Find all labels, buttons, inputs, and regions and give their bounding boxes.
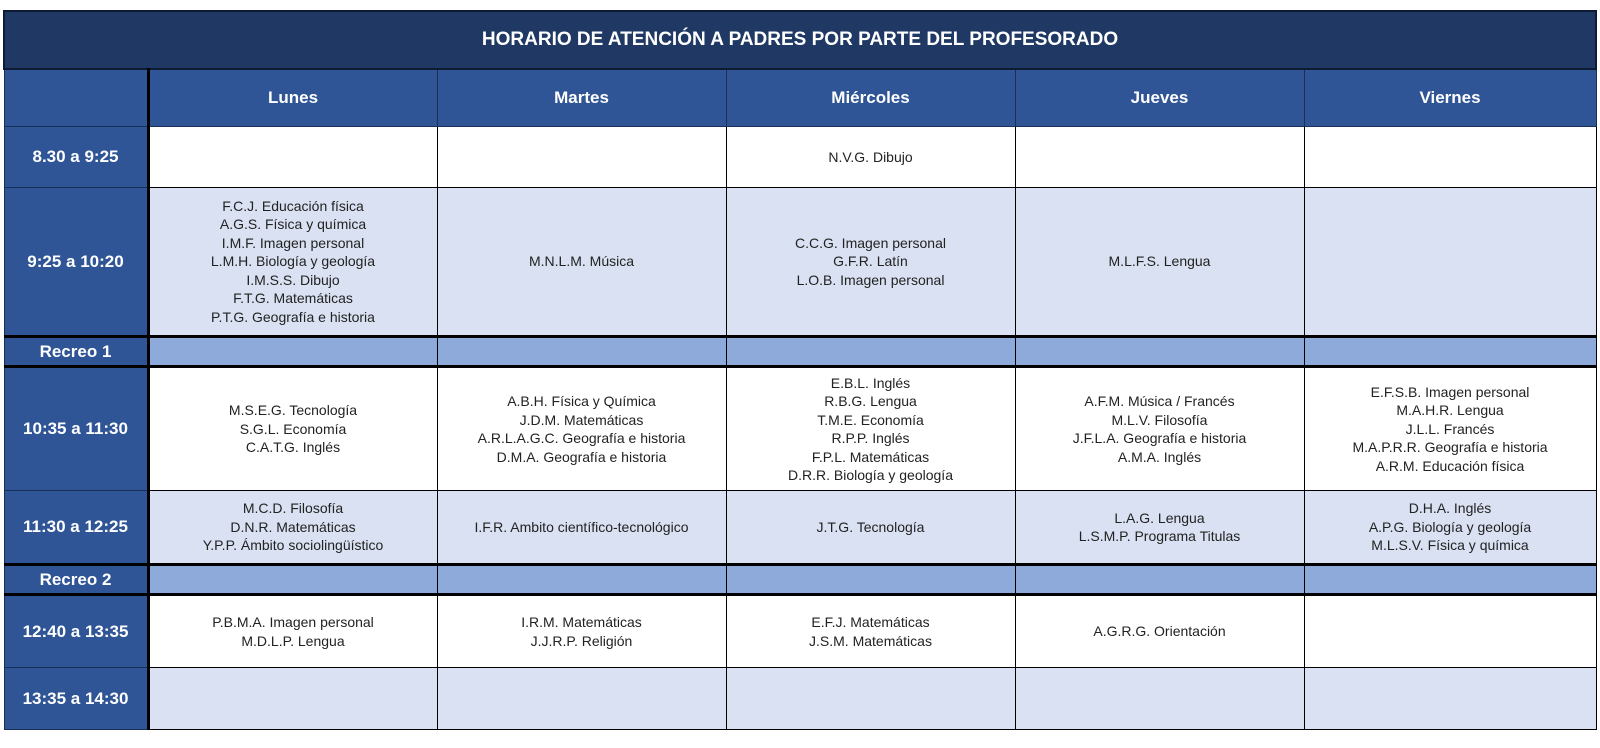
teacher-entry: C.C.G. Imagen personal bbox=[795, 234, 946, 251]
recess-row bbox=[4, 565, 1596, 595]
recess-label: Recreo 2 bbox=[4, 565, 148, 595]
schedule-cell bbox=[1304, 127, 1596, 188]
teacher-entry: J.F.L.A. Geografía e historia bbox=[1072, 430, 1247, 446]
schedule-cell bbox=[1015, 491, 1304, 565]
teacher-entry: A.F.M. Música / Francés bbox=[1084, 393, 1235, 409]
schedule-cell bbox=[148, 367, 437, 491]
day-header: Viernes bbox=[1304, 69, 1596, 127]
schedule-cell bbox=[1304, 668, 1596, 730]
schedule-cell bbox=[148, 127, 437, 188]
schedule-cell bbox=[726, 127, 1015, 188]
time-slot-row bbox=[4, 188, 1596, 337]
recess-cell bbox=[726, 565, 1015, 595]
recess-cell bbox=[148, 337, 437, 367]
time-slot-row bbox=[4, 595, 1596, 668]
recess-cell bbox=[1015, 337, 1304, 367]
teacher-entry: G.F.R. Latín bbox=[833, 253, 908, 270]
teacher-entry: M.L.F.S. Lengua bbox=[1108, 253, 1211, 270]
teacher-entry: F.T.G. Matemáticas bbox=[233, 290, 353, 307]
schedule-cell bbox=[148, 188, 437, 337]
time-slot-label: 11:30 a 12:25 bbox=[4, 491, 148, 565]
teacher-entry: M.D.L.P. Lengua bbox=[241, 632, 345, 649]
schedule-cell bbox=[1304, 595, 1596, 668]
time-slot-row bbox=[4, 668, 1596, 730]
header-corner bbox=[4, 69, 148, 127]
schedule-cell bbox=[1015, 595, 1304, 668]
schedule-cell bbox=[726, 188, 1015, 337]
recess-cell bbox=[1304, 565, 1596, 595]
teacher-entry: D.M.A. Geografía e historia bbox=[496, 448, 667, 465]
teacher-entry: M.C.D. Filosofía bbox=[242, 500, 344, 517]
teacher-entry: A.G.R.G. Orientación bbox=[1093, 623, 1226, 640]
schedule-cell bbox=[1015, 127, 1304, 188]
day-header: Jueves bbox=[1015, 69, 1304, 127]
teacher-entry: L.O.B. Imagen personal bbox=[796, 271, 945, 288]
teacher-entry: M.S.E.G. Tecnología bbox=[228, 402, 358, 419]
teacher-entry: L.S.M.P. Programa Titulas bbox=[1078, 528, 1241, 544]
schedule-cell bbox=[437, 668, 726, 730]
teacher-entry: R.P.P. Inglés bbox=[831, 430, 910, 446]
teacher-entry: E.F.J. Matemáticas bbox=[811, 614, 930, 630]
teacher-entry: N.V.G. Dibujo bbox=[828, 148, 913, 165]
schedule-cell bbox=[726, 668, 1015, 730]
schedule-cell bbox=[1304, 491, 1596, 565]
schedule-cell bbox=[437, 367, 726, 491]
schedule-cell bbox=[1304, 367, 1596, 491]
teacher-entry: C.A.T.G. Inglés bbox=[245, 439, 341, 456]
time-slot-row bbox=[4, 127, 1596, 188]
teacher-entry: I.M.F. Imagen personal bbox=[221, 234, 365, 251]
teacher-entry: Y.P.P. Ámbito sociolingüístico bbox=[202, 537, 384, 554]
teacher-entry: I.M.S.S. Dibujo bbox=[246, 271, 340, 288]
teacher-entry: D.H.A. Inglés bbox=[1408, 500, 1492, 517]
teacher-entry: J.L.L. Francés bbox=[1405, 420, 1495, 437]
time-slot-row bbox=[4, 367, 1596, 491]
schedule-cell bbox=[148, 595, 437, 668]
day-header: Martes bbox=[437, 69, 726, 127]
recess-cell bbox=[1304, 337, 1596, 367]
teacher-entry: L.A.G. Lengua bbox=[1114, 509, 1205, 526]
schedule-cell bbox=[1015, 188, 1304, 337]
time-slot-label: 10:35 a 11:30 bbox=[4, 367, 148, 491]
recess-cell bbox=[1015, 565, 1304, 595]
teacher-entry: I.R.M. Matemáticas bbox=[521, 614, 642, 630]
teacher-entry: M.N.L.M. Música bbox=[528, 253, 634, 270]
teacher-entry: A.B.H. Física y Química bbox=[507, 393, 656, 409]
teacher-entry: A.R.L.A.G.C. Geografía e historia bbox=[477, 430, 686, 446]
teacher-entry: A.M.A. Inglés bbox=[1117, 448, 1202, 465]
schedule-cell bbox=[437, 127, 726, 188]
teacher-entry: M.L.V. Filosofía bbox=[1111, 411, 1208, 428]
recess-cell bbox=[437, 565, 726, 595]
teacher-entry: D.R.R. Biología y geología bbox=[788, 467, 953, 483]
schedule-cell bbox=[726, 367, 1015, 491]
teacher-entry: J.J.R.P. Religión bbox=[530, 632, 633, 649]
day-header: Miércoles bbox=[726, 69, 1015, 127]
teacher-entry: A.R.M. Educación física bbox=[1375, 457, 1525, 474]
time-slot-row bbox=[4, 491, 1596, 565]
teacher-entry: M.A.P.R.R. Geografía e historia bbox=[1352, 439, 1548, 456]
teacher-entry: E.F.S.B. Imagen personal bbox=[1370, 383, 1530, 400]
recess-label: Recreo 1 bbox=[4, 337, 148, 367]
teacher-entry: M.A.H.R. Lengua bbox=[1396, 402, 1504, 419]
recess-row bbox=[4, 337, 1596, 367]
recess-cell bbox=[726, 337, 1015, 367]
time-slot-label: 9:25 a 10:20 bbox=[4, 188, 148, 337]
time-slot-label: 12:40 a 13:35 bbox=[4, 595, 148, 668]
schedule-body bbox=[4, 127, 1596, 730]
teacher-entry: L.M.H. Biología y geología bbox=[210, 253, 376, 270]
teacher-entry: A.G.S. Física y química bbox=[219, 216, 367, 233]
schedule-cell bbox=[437, 595, 726, 668]
schedule-table bbox=[3, 10, 1597, 730]
teacher-entry: F.C.J. Educación física bbox=[222, 197, 364, 214]
page-title: HORARIO DE ATENCIÓN A PADRES POR PARTE DEL PROFESORADO bbox=[4, 11, 1596, 69]
day-header-row bbox=[4, 69, 1596, 127]
time-slot-label: 8.30 a 9:25 bbox=[4, 127, 148, 188]
teacher-entry: F.P.L. Matemáticas bbox=[811, 448, 930, 465]
recess-cell bbox=[148, 565, 437, 595]
schedule-cell bbox=[1015, 668, 1304, 730]
schedule-cell bbox=[726, 491, 1015, 565]
day-header: Lunes bbox=[148, 69, 437, 127]
teacher-entry: A.P.G. Biología y geología bbox=[1368, 518, 1532, 535]
teacher-entry: R.B.G. Lengua bbox=[824, 393, 917, 409]
teacher-entry: S.G.L. Economía bbox=[239, 420, 347, 437]
teacher-entry: M.L.S.V. Física y química bbox=[1371, 537, 1529, 554]
teacher-entry: J.D.M. Matemáticas bbox=[519, 411, 644, 428]
schedule-cell bbox=[1304, 188, 1596, 337]
schedule-cell bbox=[148, 491, 437, 565]
schedule-cell bbox=[726, 595, 1015, 668]
teacher-entry: D.N.R. Matemáticas bbox=[230, 518, 356, 535]
recess-cell bbox=[437, 337, 726, 367]
schedule-cell bbox=[437, 188, 726, 337]
teacher-entry: P.B.M.A. Imagen personal bbox=[212, 614, 374, 630]
time-slot-label: 13:35 a 14:30 bbox=[4, 668, 148, 730]
teacher-entry: E.B.L. Inglés bbox=[830, 374, 911, 391]
teacher-entry: J.T.G. Tecnología bbox=[816, 518, 925, 535]
schedule-cell bbox=[437, 491, 726, 565]
teacher-entry: J.S.M. Matemáticas bbox=[809, 632, 932, 649]
schedule-cell bbox=[1015, 367, 1304, 491]
schedule-cell bbox=[148, 668, 437, 730]
teacher-entry: I.F.R. Ambito científico-tecnológico bbox=[474, 518, 689, 535]
teacher-entry: T.M.E. Economía bbox=[817, 411, 924, 428]
teacher-entry: P.T.G. Geografía e historia bbox=[211, 308, 375, 325]
